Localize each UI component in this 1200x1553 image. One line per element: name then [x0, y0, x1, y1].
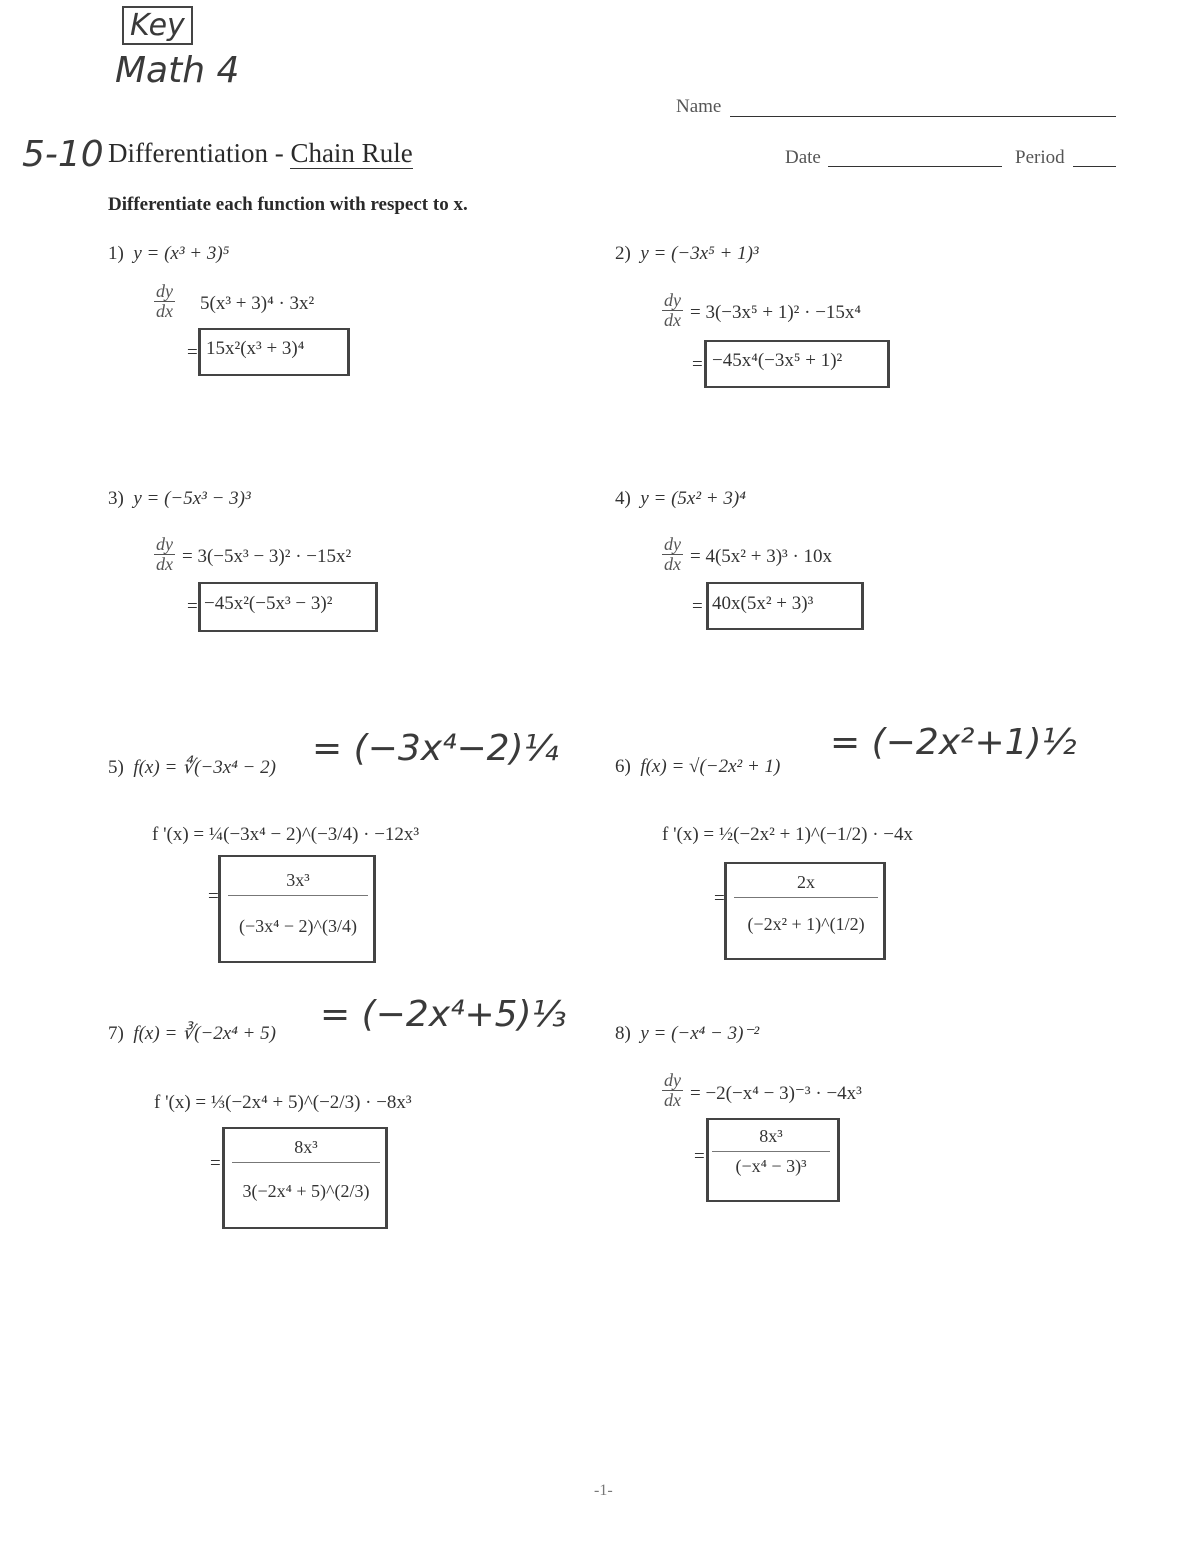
problem-1-answer: 15x²(x³ + 3)⁴ — [206, 338, 305, 359]
problem-4-step: = 4(5x² + 3)³ · 10x — [690, 546, 833, 567]
problem-8-answer-numerator: 8x³ — [759, 1126, 783, 1146]
problem-3-step: = 3(−5x³ − 3)² · −15x² — [182, 546, 352, 567]
instructions: Differentiate each function with respect to x. — [108, 194, 468, 215]
problem-3-dydx: $\frac{dy}{dx}$ — [156, 534, 173, 574]
problem-1-statement: 1) y = (x³ + 3)⁵ — [108, 243, 230, 264]
problem-7-answer-bar — [232, 1162, 380, 1163]
page-title — [108, 138, 413, 169]
problem-8-equals: = — [694, 1146, 705, 1167]
problem-3-answer: −45x²(−5x³ − 3)² — [204, 593, 333, 614]
problem-3-equals: = — [187, 596, 198, 617]
problem-7-equals: = — [210, 1153, 221, 1174]
name-line[interactable] — [730, 116, 1116, 117]
problem-4-statement: 4) y = (5x² + 3)⁴ — [615, 488, 746, 509]
problem-7-step: f '(x) = ⅓(−2x⁴ + 5)^(−2/3) · −8x³ — [154, 1092, 412, 1113]
problem-6-equals: = — [714, 888, 725, 909]
problem-7-handwritten-rewrite: = (−2x⁴+5)⅓ — [320, 994, 567, 1035]
problem-7-statement: 7) f(x) = ∛(−2x⁴ + 5) — [108, 1023, 276, 1044]
problem-7-answer — [232, 1137, 380, 1202]
problem-3-statement: 3) y = (−5x³ − 3)³ — [108, 488, 251, 509]
problem-5-statement: 5) f(x) = ∜(−3x⁴ − 2) — [108, 757, 276, 778]
problem-5-handwritten-rewrite: = (−3x⁴−2)¼ — [312, 728, 559, 769]
problem-4-equals: = — [692, 596, 703, 617]
problem-8-step: = −2(−x⁴ − 3)⁻³ · −4x³ — [690, 1083, 862, 1104]
problem-8-answer — [712, 1126, 830, 1177]
problem-1-step: 5(x³ + 3)⁴ · 3x² — [200, 293, 315, 314]
key-label: Key — [122, 6, 193, 45]
problem-5-step: f '(x) = ¼(−3x⁴ − 2)^(−3/4) · −12x³ — [152, 824, 420, 845]
problem-6-answer-denominator: (−2x² + 1)^(1/2) — [747, 914, 865, 934]
problem-5-equals: = — [208, 886, 219, 907]
period-line[interactable] — [1073, 166, 1116, 167]
problem-2-dydx: $\frac{dy}{dx}$ — [664, 290, 681, 330]
problem-6-answer — [734, 872, 878, 935]
problem-1-equals: = — [187, 342, 198, 363]
problem-8-statement: 8) y = (−x⁴ − 3)⁻² — [615, 1023, 760, 1044]
problem-5-answer-denominator: (−3x⁴ − 2)^(3/4) — [238, 916, 357, 936]
title-chain-rule: Chain Rule — [290, 138, 413, 168]
problem-7-answer-denominator: 3(−2x⁴ + 5)^(2/3) — [242, 1181, 370, 1201]
problem-6-handwritten-rewrite: = (−2x²+1)½ — [830, 722, 1077, 763]
period-label: Period — [1015, 147, 1065, 168]
problem-5-answer-numerator: 3x³ — [286, 870, 310, 890]
section-number: 5-10 — [22, 134, 104, 175]
problem-2-statement: 2) y = (−3x⁵ + 1)³ — [615, 243, 759, 264]
problem-5-answer-bar — [228, 895, 368, 896]
name-label: Name — [676, 96, 722, 117]
problem-6-statement: 6) f(x) = √(−2x² + 1) — [615, 756, 781, 777]
problem-2-equals: = — [692, 354, 703, 375]
course-label: Math 4 — [115, 50, 240, 91]
problem-8-answer-bar — [712, 1151, 830, 1152]
problem-8-answer-denominator: (−x⁴ − 3)³ — [735, 1156, 807, 1176]
problem-4-dydx: $\frac{dy}{dx}$ — [664, 534, 681, 574]
problem-1-dydx: $\frac{dy}{dx}$ — [156, 281, 173, 321]
page-number: -1- — [594, 1482, 613, 1499]
title-prefix: Differentiation - — [108, 138, 291, 168]
problem-8-dydx: $\frac{dy}{dx}$ — [664, 1070, 681, 1110]
problem-5-answer — [228, 870, 368, 937]
problem-6-answer-numerator: 2x — [797, 872, 815, 892]
problem-7-answer-numerator: 8x³ — [294, 1137, 318, 1157]
problem-6-answer-bar — [734, 897, 878, 898]
date-label: Date — [785, 147, 821, 168]
problem-4-answer: 40x(5x² + 3)³ — [712, 593, 814, 614]
problem-2-step: = 3(−3x⁵ + 1)² · −15x⁴ — [690, 302, 862, 323]
problem-2-answer: −45x⁴(−3x⁵ + 1)² — [712, 350, 843, 371]
date-line[interactable] — [828, 166, 1002, 167]
problem-6-step: f '(x) = ½(−2x² + 1)^(−1/2) · −4x — [662, 824, 914, 845]
